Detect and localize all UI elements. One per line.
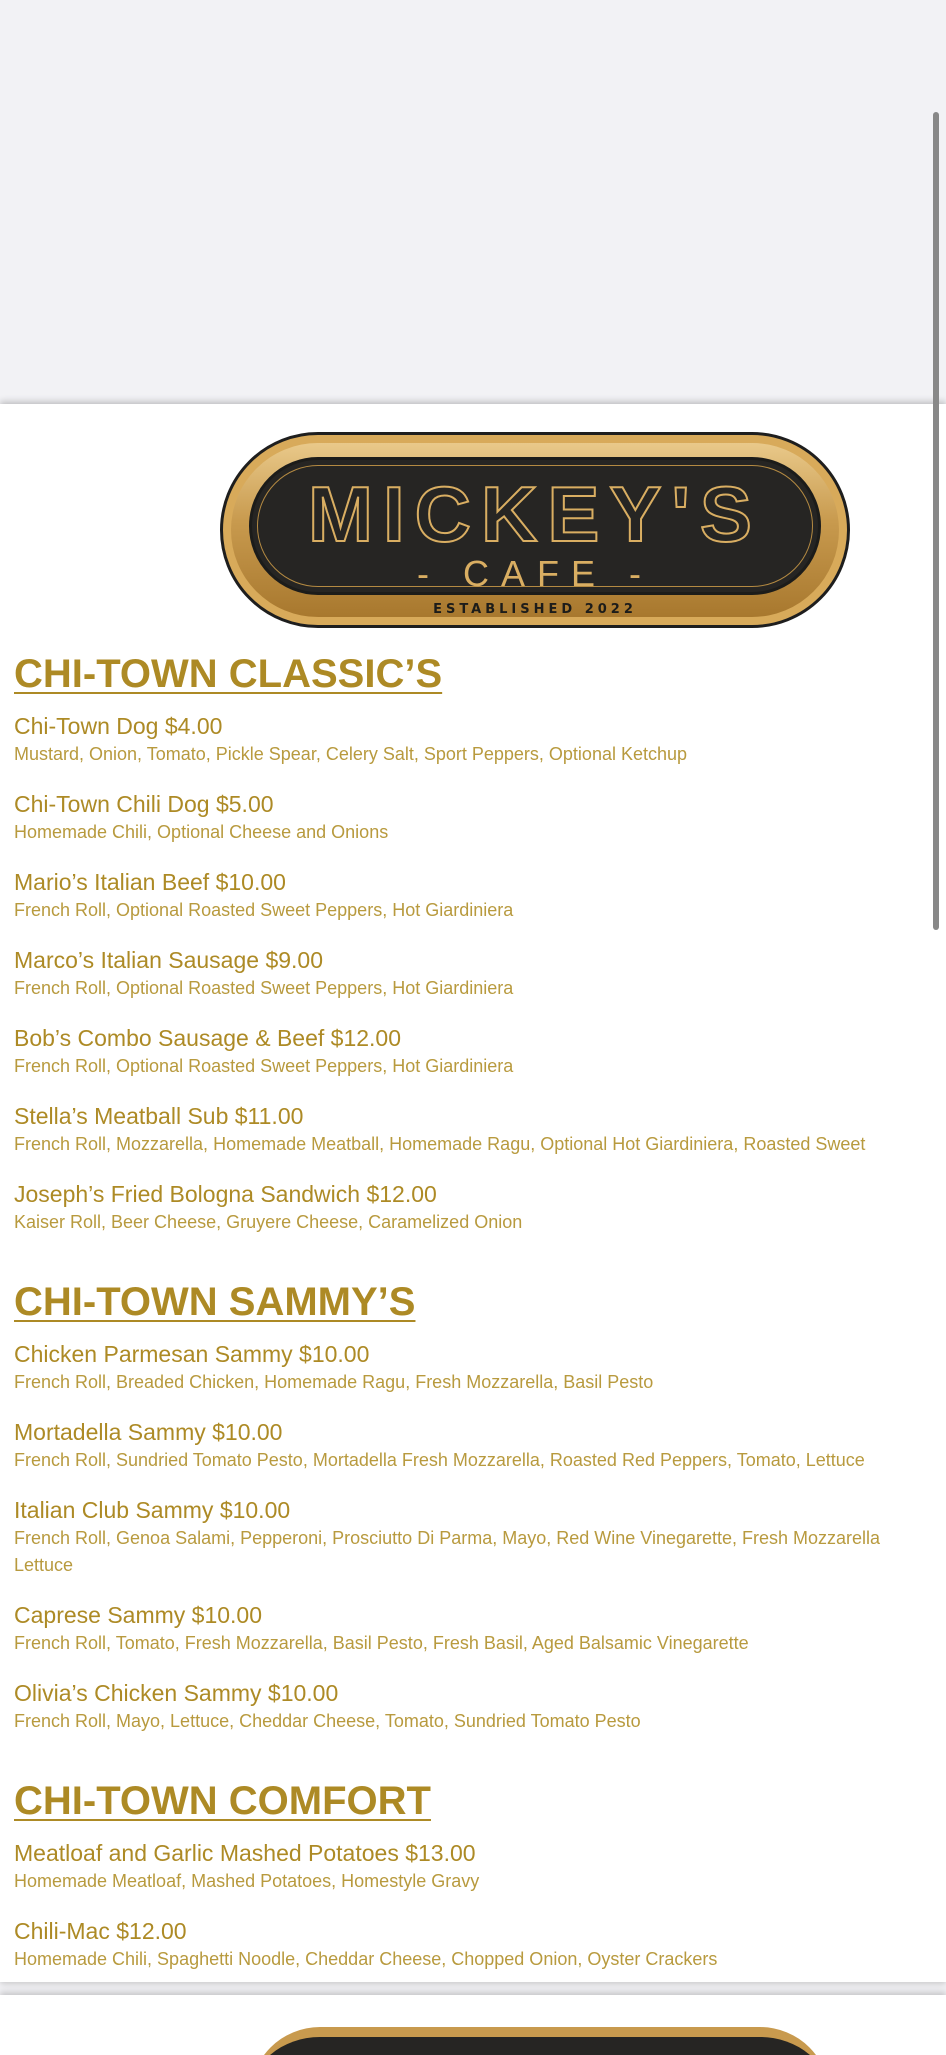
menu-item	[14, 712, 946, 768]
item-name: Olivia’s Chicken Sammy	[14, 1680, 262, 1706]
item-price: $11.00	[234, 1103, 304, 1129]
item-description: Homemade Chili, Spaghetti Noodle, Cheddar Cheese, Chopped Onion, Oyster Crackers	[14, 1949, 718, 1969]
item-name: Caprese Sammy	[14, 1602, 186, 1628]
section-sammys	[14, 1280, 946, 1735]
blank-top-area	[0, 0, 946, 400]
item-description: Homemade Chili, Optional Cheese and Onions	[14, 822, 389, 842]
item-price: $5.00	[215, 791, 274, 817]
item-description: French Roll, Mayo, Lettuce, Cheddar Cheese, Tomato, Sundried Tomato Pesto	[14, 1711, 641, 1731]
item-name: Italian Club Sammy	[14, 1497, 214, 1523]
menu-item	[14, 1024, 946, 1080]
item-description: French Roll, Optional Roasted Sweet Peppers, Hot Giardiniera	[14, 978, 514, 998]
section-comfort	[14, 1779, 946, 1973]
vertical-scrollbar[interactable]	[933, 112, 939, 930]
logo-title: MICKEY'S	[308, 470, 762, 558]
item-name: Mortadella Sammy	[14, 1419, 206, 1445]
item-price: $10.00	[219, 1497, 291, 1523]
section-title: CHI-TOWN COMFORT	[14, 1779, 431, 1823]
item-price: $10.00	[191, 1602, 263, 1628]
item-price: $10.00	[267, 1680, 339, 1706]
section-items	[14, 1839, 946, 1973]
item-description: French Roll, Optional Roasted Sweet Peppers, Hot Giardiniera	[14, 900, 514, 920]
item-name: Chili-Mac	[14, 1918, 110, 1944]
menu-item	[14, 1496, 946, 1579]
item-description: French Roll, Optional Roasted Sweet Peppers, Hot Giardiniera	[14, 1056, 514, 1076]
logo-outer-ring	[220, 432, 850, 628]
menu-item	[14, 790, 946, 846]
item-description: Mustard, Onion, Tomato, Pickle Spear, Celery Salt, Sport Peppers, Optional Ketchup	[14, 744, 688, 764]
item-price: $4.00	[164, 713, 223, 739]
item-name: Stella’s Meatball Sub	[14, 1103, 229, 1129]
item-price: $12.00	[366, 1181, 437, 1207]
item-name: Mario’s Italian Beef	[14, 869, 210, 895]
item-name: Chi-Town Dog	[14, 713, 159, 739]
item-price: $10.00	[215, 869, 286, 895]
item-name: Chi-Town Chili Dog	[14, 791, 210, 817]
item-name: Chicken Parmesan Sammy	[14, 1341, 293, 1367]
section-items	[14, 1340, 946, 1735]
section-items	[14, 712, 946, 1236]
menu-item	[14, 1340, 946, 1396]
item-description: Homemade Meatloaf, Mashed Potatoes, Homestyle Gravy	[14, 1871, 480, 1891]
item-name: Marco’s Italian Sausage	[14, 947, 260, 973]
item-description: Kaiser Roll, Beer Cheese, Gruyere Cheese, Caramelized Onion	[14, 1212, 523, 1232]
section-title: CHI-TOWN CLASSIC’S	[14, 652, 443, 696]
logo-tagline: ESTABLISHED 2022	[433, 602, 637, 617]
item-description: French Roll, Breaded Chicken, Homemade Ragu, Fresh Mozzarella, Basil Pesto	[14, 1372, 654, 1392]
menu-item	[14, 1418, 946, 1474]
item-description-continued: Lettuce	[14, 1555, 74, 1575]
menu-page	[0, 404, 946, 1982]
menu-item	[14, 868, 946, 924]
item-description: French Roll, Tomato, Fresh Mozzarella, Basil Pesto, Fresh Basil, Aged Balsamic Vinegarette	[14, 1633, 749, 1653]
section-title: CHI-TOWN SAMMY’S	[14, 1280, 416, 1324]
menu-item	[14, 1102, 946, 1158]
menu-item	[14, 1679, 946, 1735]
item-description: French Roll, Sundried Tomato Pesto, Mortadella Fresh Mozzarella, Roasted Red Peppers, Tomato, Lettuce	[14, 1450, 865, 1470]
item-price: $13.00	[405, 1840, 476, 1866]
menu-item	[14, 1180, 946, 1236]
item-price: $12.00	[116, 1918, 187, 1944]
next-page-logo-partial	[250, 2027, 830, 2055]
menu-item	[14, 1917, 946, 1973]
item-price: $10.00	[299, 1341, 370, 1367]
item-price: $10.00	[212, 1419, 283, 1445]
item-description: French Roll, Mozzarella, Homemade Meatball, Homemade Ragu, Optional Hot Giardiniera, Roasted Sweet	[14, 1134, 866, 1154]
item-price: $12.00	[330, 1025, 402, 1051]
menu-item	[14, 946, 946, 1002]
menu-content	[14, 652, 946, 1982]
item-name: Bob’s Combo Sausage & Beef	[14, 1025, 325, 1051]
logo-subtitle: - CAFE -	[417, 553, 653, 594]
item-name: Joseph’s Fried Bologna Sandwich	[14, 1181, 361, 1207]
mickeys-cafe-logo	[220, 432, 852, 632]
item-name: Meatloaf and Garlic Mashed Potatoes	[14, 1840, 399, 1866]
item-price: $9.00	[265, 947, 324, 973]
section-classics	[14, 652, 946, 1236]
next-menu-page	[0, 1995, 946, 2055]
menu-item	[14, 1601, 946, 1657]
menu-item	[14, 1839, 946, 1895]
item-description: French Roll, Genoa Salami, Pepperoni, Prosciutto Di Parma, Mayo, Red Wine Vinegarette, Fresh Mozzarella	[14, 1528, 881, 1548]
